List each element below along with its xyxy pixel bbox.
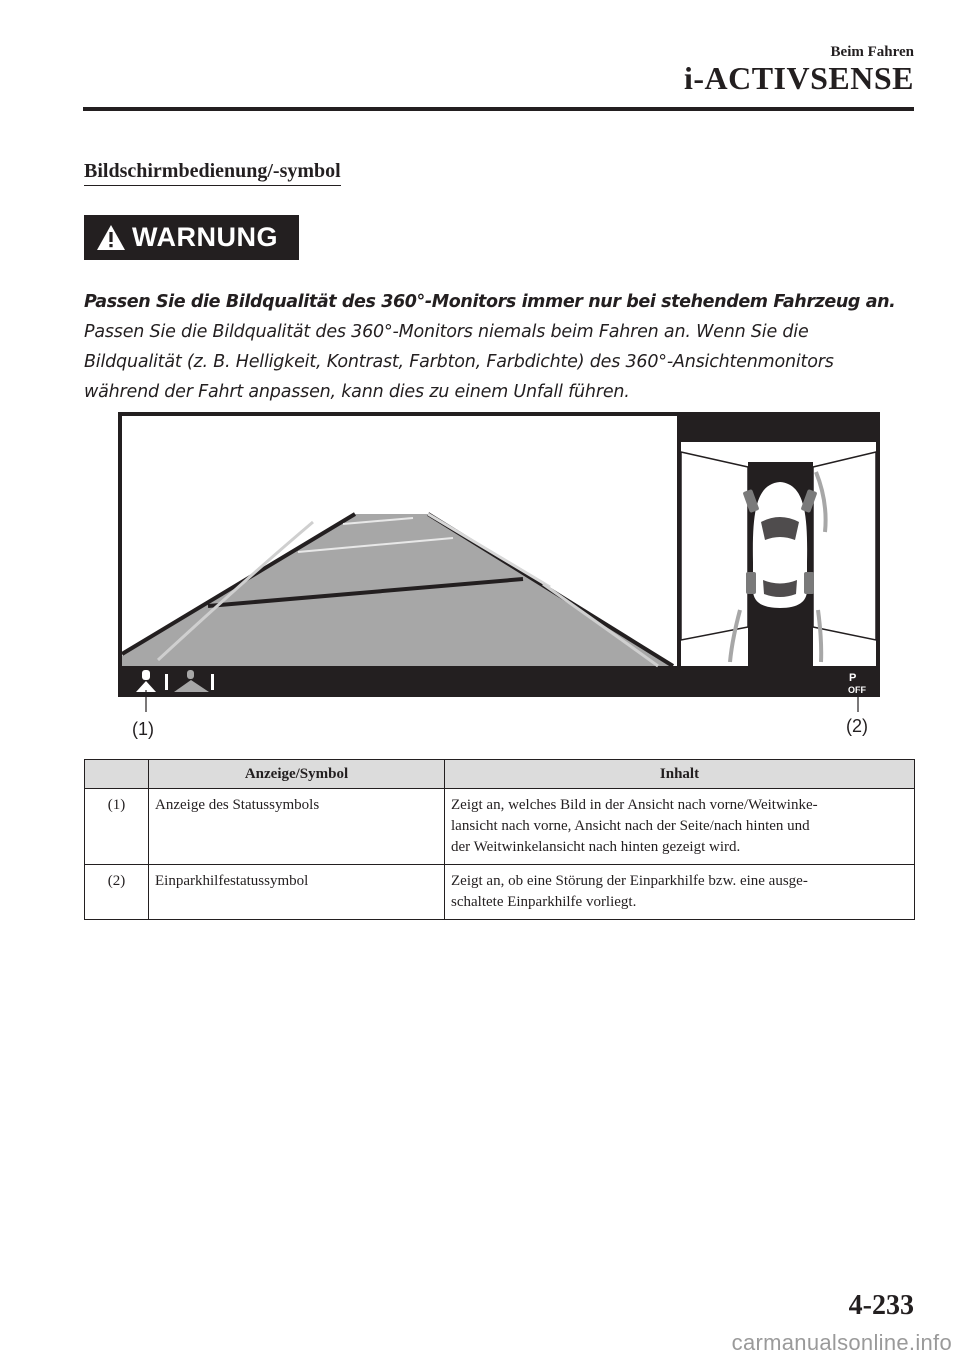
table-header-content: Inhalt: [445, 760, 915, 789]
row-symbol: Einparkhilfestatussymbol: [149, 865, 445, 920]
warning-triangle-icon: [96, 224, 126, 251]
header-chapter: i-ACTIVSENSE: [683, 60, 914, 96]
warning-banner: [84, 215, 299, 260]
warning-body-line: Passen Sie die Bildqualität des 360°-Monitors niemals beim Fahren an. Wenn Sie die: [84, 322, 809, 342]
watermark: carmanualsonline.info: [731, 1330, 952, 1355]
section-title: Bildschirmbedienung/-symbol: [84, 160, 341, 186]
warning-label: WARNUNG: [132, 222, 278, 252]
car-top-view-icon: [743, 482, 818, 608]
warning-bold-text: Passen Sie die Bildqualität des 360°-Monitors immer nur bei stehendem Fahrzeug an.: [84, 292, 896, 312]
row-content-line: Zeigt an, ob eine Störung der Einparkhilfe bzw. eine ausge-: [451, 873, 808, 889]
monitor-figure: [118, 412, 880, 742]
table-row: [85, 865, 915, 920]
row-number: (2): [85, 865, 149, 920]
status-divider: [211, 674, 214, 690]
parking-symbol-top: P: [849, 672, 857, 684]
row-content: [445, 789, 915, 865]
top-view: [681, 442, 876, 667]
table-header-row: [85, 760, 915, 789]
table-row: [85, 789, 915, 865]
row-content-line: Zeigt an, welches Bild in der Ansicht nach vorne/Weitwinke-: [451, 797, 818, 813]
row-number: (1): [85, 789, 149, 865]
warning-body-line: Bildqualität (z. B. Helligkeit, Kontrast, Farbton, Farbdichte) des 360°-Ansichtenmonitors: [84, 352, 834, 372]
row-content-line: der Weitwinkelansicht nach hinten gezeigt wird.: [451, 839, 741, 855]
status-bar: [122, 669, 876, 695]
info-table: [84, 759, 915, 920]
front-camera-view: [122, 416, 677, 666]
callout-1: (1): [132, 719, 154, 739]
table-header-num: [85, 760, 149, 789]
row-content-line: lansicht nach vorne, Ansicht nach der Seite/nach hinten und: [451, 818, 810, 834]
status-divider: [165, 674, 168, 690]
row-content-line: schaltete Einparkhilfe vorliegt.: [451, 894, 637, 910]
page-number: 4-233: [848, 1290, 914, 1321]
warning-body-line: während der Fahrt anpassen, kann dies zu einem Unfall führen.: [84, 382, 630, 402]
warning-text: [84, 287, 904, 407]
parking-symbol-bottom: OFF: [848, 685, 866, 695]
row-content: [445, 865, 915, 920]
header-section: Beim Fahren: [830, 44, 914, 60]
header-rule: [83, 107, 914, 111]
callout-2: (2): [846, 716, 868, 736]
row-symbol: Anzeige des Statussymbols: [149, 789, 445, 865]
table-header-symbol: Anzeige/Symbol: [149, 760, 445, 789]
